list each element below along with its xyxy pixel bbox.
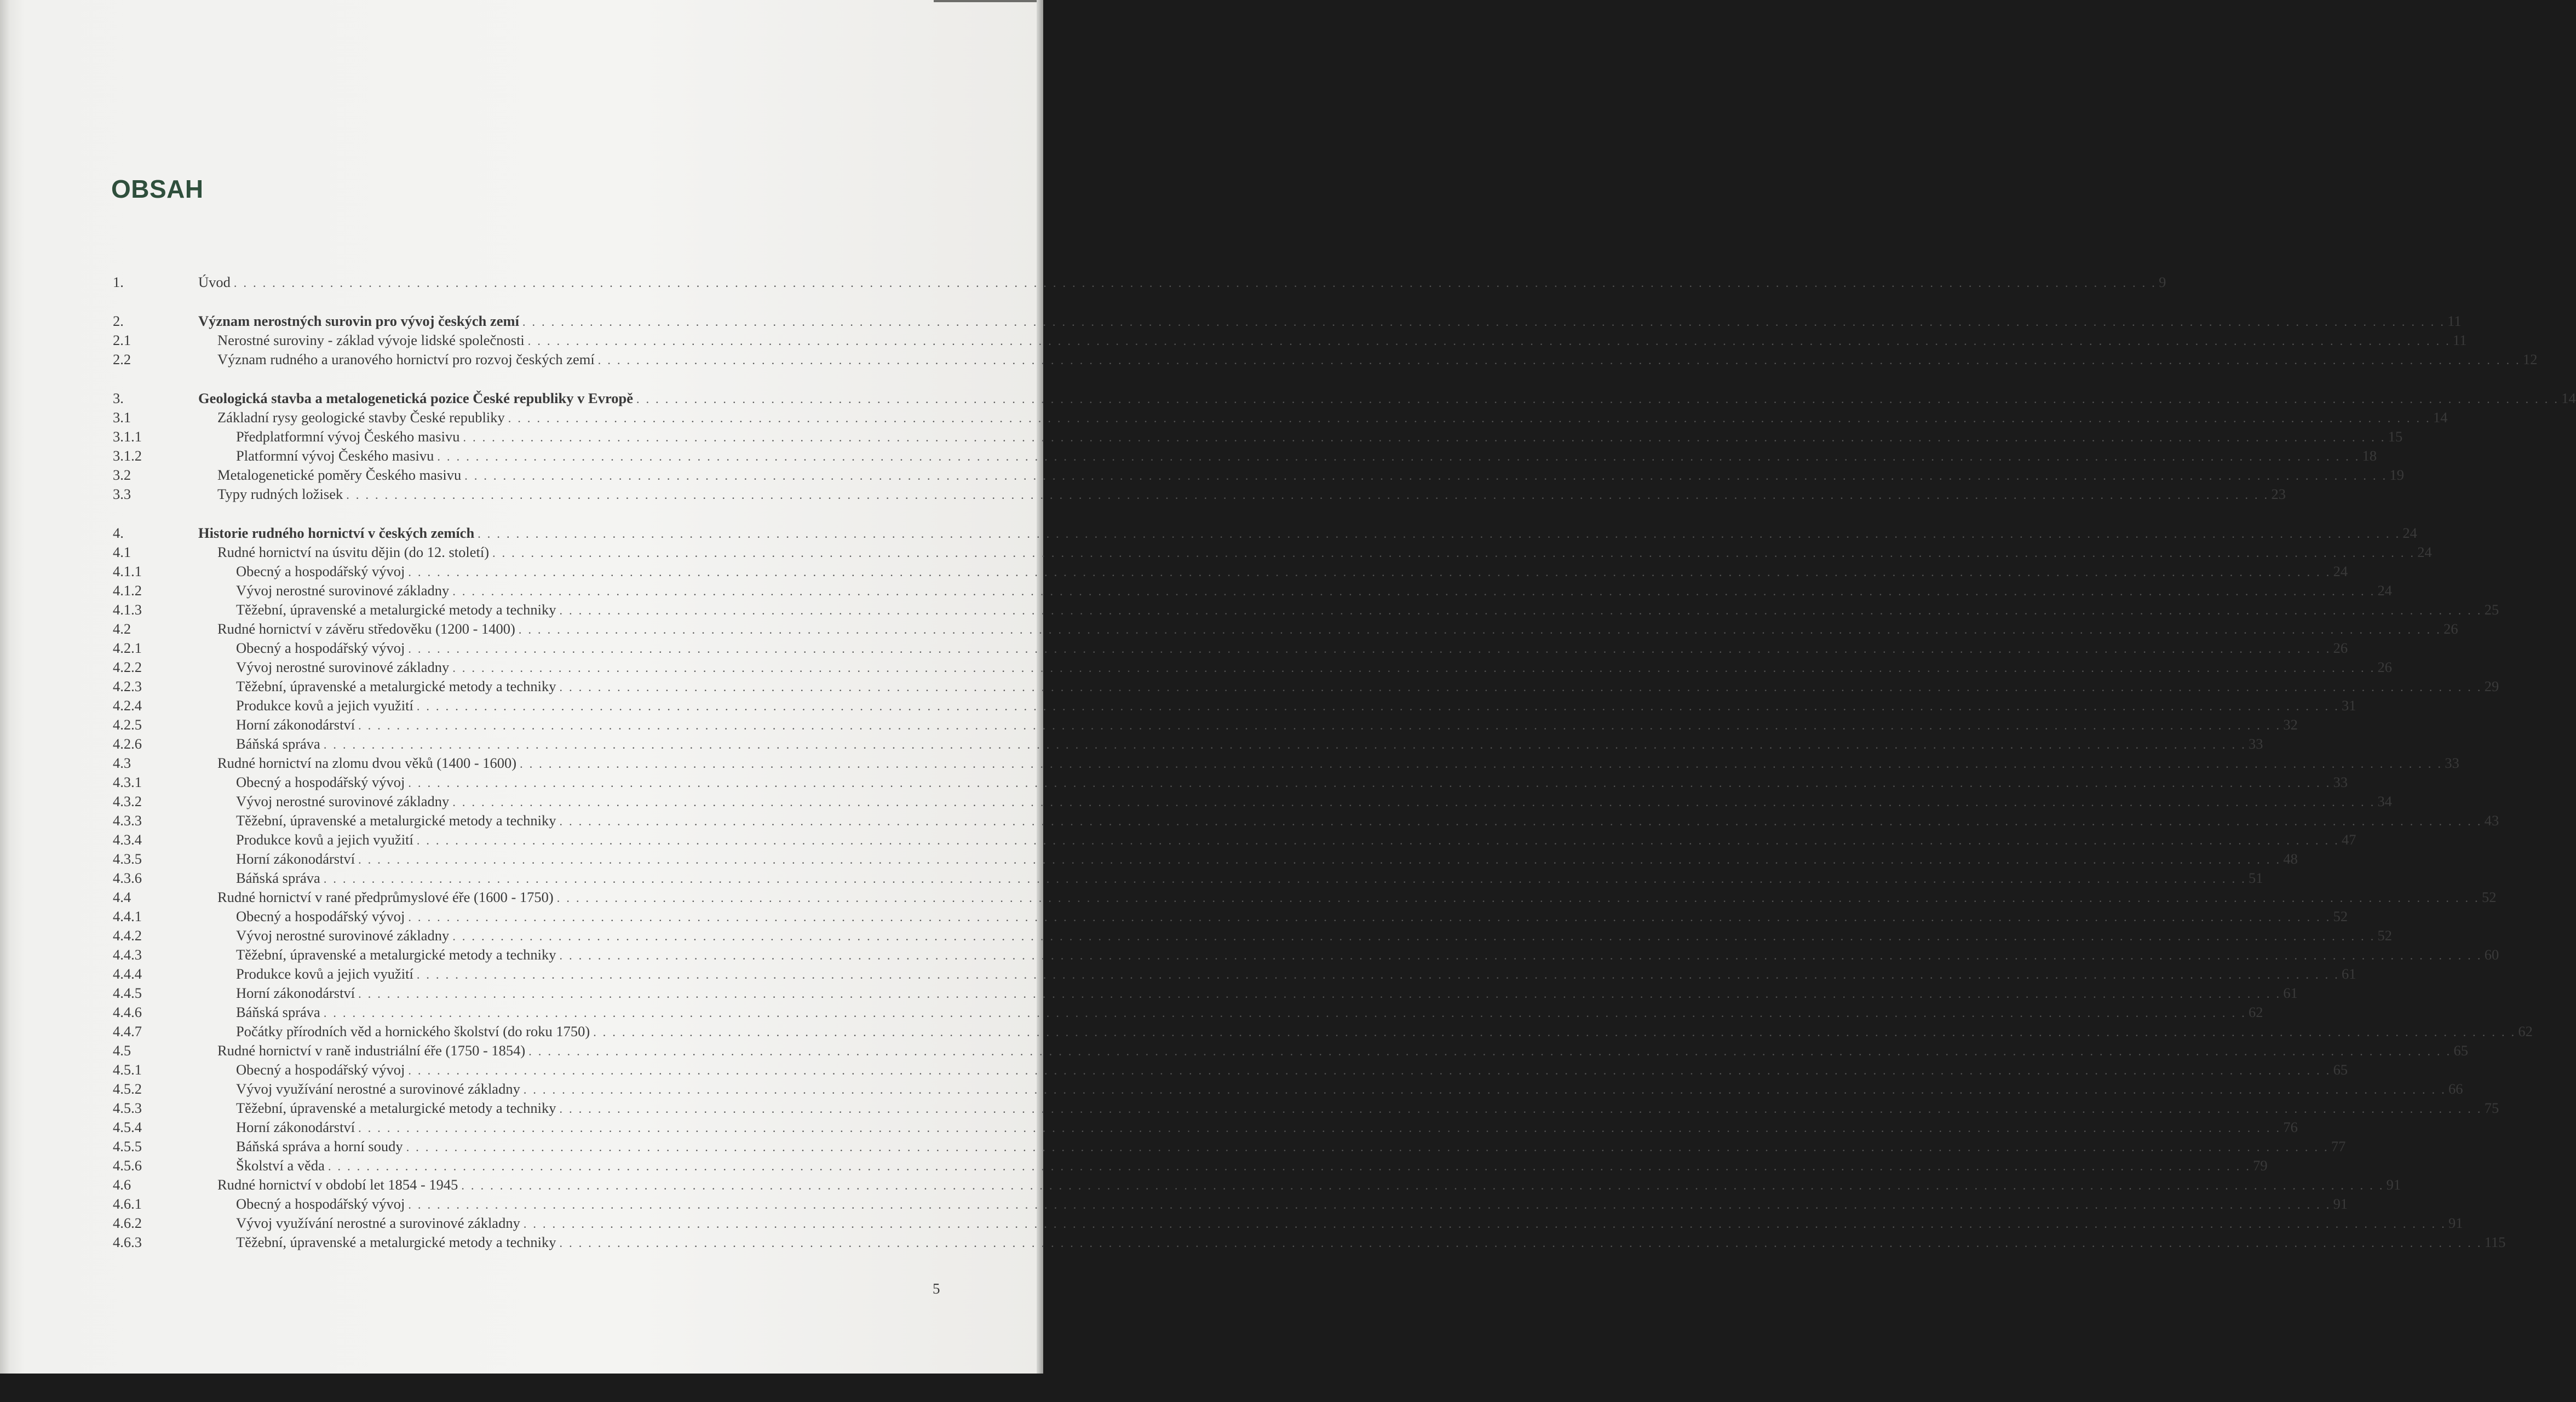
toc-entry-title: Báňská správa [236, 870, 320, 886]
toc-entry-title: Báňská správa [236, 736, 320, 752]
toc-entry-page: 18 [2362, 447, 2377, 464]
toc-entry-title: Horní zákonodárství [236, 1119, 355, 1135]
toc-entry [0, 1002, 2263, 1022]
toc-entry [0, 830, 2356, 849]
toc-entry [0, 849, 2298, 869]
toc-leader-dots: . . . . . . . . . . . . . . . . . . . . . . . . . . . . . . . . . . . . . . . . . . . . . . . . . . . . . . . . . . . . . . . . . . . . . . . . . . . . . . . . . . . . . . . . . . . . . . . . . . . . . . . . . . . . . . . . . . . . . . . . . . . . . . . . . . . . . . . . . . . . . . . . . . . . . . . . . . . . . . . . . . . . . . . . . . . . . . . . . . . . . . . . . . . . . . . . . . . . . . . . [559, 1236, 2482, 1250]
toc-leader-dots: . . . . . . . . . . . . . . . . . . . . . . . . . . . . . . . . . . . . . . . . . . . . . . . . . . . . . . . . . . . . . . . . . . . . . . . . . . . . . . . . . . . . . . . . . . . . . . . . . . . . . . . . . . . . . . . . . . . . . . . . . . . . . . . . . . . . . . . . . . . . . . . . . . . . . . . . . . . . . . . . . . . . . . . . . . . . . . . . . . . . . . . . . . . . . . . . . . . . . . . . [408, 776, 2331, 790]
toc-entry [0, 349, 2538, 369]
toc-entry-page: 34 [2377, 793, 2393, 809]
toc-entry [0, 1194, 2348, 1214]
toc-entry-number: 4.3.2 [113, 793, 142, 809]
toc-entry-title: Vývoj využívání nerostné a surovinové základny [236, 1081, 520, 1097]
toc-entry-title: Produkce kovů a jejich využití [236, 831, 413, 848]
toc-entry-number: 1. [113, 274, 124, 290]
toc-entry-title: Báňská správa a horní soudy [236, 1138, 403, 1154]
toc-leader-dots: . . . . . . . . . . . . . . . . . . . . . . . . . . . . . . . . . . . . . . . . . . . . . . . . . . . . . . . . . . . . . . . . . . . . . . . . . . . . . . . . . . . . . . . . . . . . . . . . . . . . . . . . . . . . . . . . . . . . . . . . . . . . . . . . . . . . . . . . . . . . . . . . . . . . . . . . . . . . . . . . . . . . . . . . . . . . . . . . . . . . . . . . . . . . . . . . . . . . . . . . [478, 527, 2401, 541]
toc-entry-page: 62 [2518, 1023, 2533, 1039]
toc-entry-title: Úvod [198, 274, 231, 290]
toc-entry-title: Rudné hornictví na úsvitu dějin (do 12. století) [217, 544, 490, 560]
toc-entry-number: 4.4.1 [113, 908, 142, 924]
toc-leader-dots: . . . . . . . . . . . . . . . . . . . . . . . . . . . . . . . . . . . . . . . . . . . . . . . . . . . . . . . . . . . . . . . . . . . . . . . . . . . . . . . . . . . . . . . . . . . . . . . . . . . . . . . . . . . . . . . . . . . . . . . . . . . . . . . . . . . . . . . . . . . . . . . . . . . . . . . . . . . . . . . . . . . . . . . . . . . . . . . . . . . . . . . . . . . . . . . . . . . . . . . . [408, 565, 2331, 579]
toc-entry-title: Těžební, úpravenské a metalurgické metody a techniky [236, 1100, 556, 1116]
toc-entry-number: 4.6.3 [113, 1234, 142, 1250]
toc-entry [0, 1060, 2348, 1079]
toc-entry-page: 29 [2484, 678, 2499, 694]
toc-leader-dots: . . . . . . . . . . . . . . . . . . . . . . . . . . . . . . . . . . . . . . . . . . . . . . . . . . . . . . . . . . . . . . . . . . . . . . . . . . . . . . . . . . . . . . . . . . . . . . . . . . . . . . . . . . . . . . . . . . . . . . . . . . . . . . . . . . . . . . . . . . . . . . . . . . . . . . . . . . . . . . . . . . . . . . . . . . . . . . . . . . . . . . . . . . . . . . . . . . . . . . . . [559, 604, 2482, 617]
toc-leader-dots: . . . . . . . . . . . . . . . . . . . . . . . . . . . . . . . . . . . . . . . . . . . . . . . . . . . . . . . . . . . . . . . . . . . . . . . . . . . . . . . . . . . . . . . . . . . . . . . . . . . . . . . . . . . . . . . . . . . . . . . . . . . . . . . . . . . . . . . . . . . . . . . . . . . . . . . . . . . . . . . . . . . . . . . . . . . . . . . . . . . . . . . . . . . . . . . . . . . . . . . . [437, 450, 2360, 463]
toc-leader-dots: . . . . . . . . . . . . . . . . . . . . . . . . . . . . . . . . . . . . . . . . . . . . . . . . . . . . . . . . . . . . . . . . . . . . . . . . . . . . . . . . . . . . . . . . . . . . . . . . . . . . . . . . . . . . . . . . . . . . . . . . . . . . . . . . . . . . . . . . . . . . . . . . . . . . . . . . . . . . . . . . . . . . . . . . . . . . . . . . . . . . . . . . . . . . . . . . . . . . . . . . [323, 738, 2247, 751]
toc-entry-number: 4.1.3 [113, 601, 142, 618]
toc-entry-number: 2.2 [113, 351, 131, 367]
toc-entry-page: 91 [2333, 1196, 2348, 1212]
toc-entry-number: 4.1.1 [113, 563, 142, 579]
toc-entry-page: 14 [2561, 390, 2576, 406]
toc-entry [0, 945, 2499, 964]
toc-entry-number: 4.2 [113, 620, 131, 637]
toc-leader-dots: . . . . . . . . . . . . . . . . . . . . . . . . . . . . . . . . . . . . . . . . . . . . . . . . . . . . . . . . . . . . . . . . . . . . . . . . . . . . . . . . . . . . . . . . . . . . . . . . . . . . . . . . . . . . . . . . . . . . . . . . . . . . . . . . . . . . . . . . . . . . . . . . . . . . . . . . . . . . . . . . . . . . . . . . . . . . . . . . . . . . . . . . . . . . . . . . . . . . . . . . [597, 353, 2521, 367]
toc-entry [0, 887, 2497, 907]
toc-entry [0, 1232, 2506, 1252]
toc-entry-title: Horní zákonodárství [236, 851, 355, 867]
toc-leader-dots: . . . . . . . . . . . . . . . . . . . . . . . . . . . . . . . . . . . . . . . . . . . . . . . . . . . . . . . . . . . . . . . . . . . . . . . . . . . . . . . . . . . . . . . . . . . . . . . . . . . . . . . . . . . . . . . . . . . . . . . . . . . . . . . . . . . . . . . . . . . . . . . . . . . . . . . . . . . . . . . . . . . . . . . . . . . . . . . . . . . . . . . . . . . . . . . . . . . . . . . . [522, 315, 2446, 329]
toc-leader-dots: . . . . . . . . . . . . . . . . . . . . . . . . . . . . . . . . . . . . . . . . . . . . . . . . . . . . . . . . . . . . . . . . . . . . . . . . . . . . . . . . . . . . . . . . . . . . . . . . . . . . . . . . . . . . . . . . . . . . . . . . . . . . . . . . . . . . . . . . . . . . . . . . . . . . . . . . . . . . . . . . . . . . . . . . . . . . . . . . . . . . . . . . . . . . . . . . . . . . . . . . [593, 1025, 2516, 1039]
toc-leader-dots: . . . . . . . . . . . . . . . . . . . . . . . . . . . . . . . . . . . . . . . . . . . . . . . . . . . . . . . . . . . . . . . . . . . . . . . . . . . . . . . . . . . . . . . . . . . . . . . . . . . . . . . . . . . . . . . . . . . . . . . . . . . . . . . . . . . . . . . . . . . . . . . . . . . . . . . . . . . . . . . . . . . . . . . . . . . . . . . . . . . . . . . . . . . . . . . . . . . . . . . . [523, 1217, 2447, 1231]
toc-entry-page: 26 [2333, 640, 2348, 656]
toc-entry [0, 983, 2298, 1003]
toc-entry [0, 388, 2576, 408]
toc-entry-page: 47 [2342, 831, 2356, 848]
toc-leader-dots: . . . . . . . . . . . . . . . . . . . . . . . . . . . . . . . . . . . . . . . . . . . . . . . . . . . . . . . . . . . . . . . . . . . . . . . . . . . . . . . . . . . . . . . . . . . . . . . . . . . . . . . . . . . . . . . . . . . . . . . . . . . . . . . . . . . . . . . . . . . . . . . . . . . . . . . . . . . . . . . . . . . . . . . . . . . . . . . . . . . . . . . . . . . . . . . . . . . . . . . . [358, 1121, 2281, 1135]
toc-leader-dots: . . . . . . . . . . . . . . . . . . . . . . . . . . . . . . . . . . . . . . . . . . . . . . . . . . . . . . . . . . . . . . . . . . . . . . . . . . . . . . . . . . . . . . . . . . . . . . . . . . . . . . . . . . . . . . . . . . . . . . . . . . . . . . . . . . . . . . . . . . . . . . . . . . . . . . . . . . . . . . . . . . . . . . . . . . . . . . . . . . . . . . . . . . . . . . . . . . . . . . . . [408, 642, 2331, 656]
toc-entry-number: 4.4.6 [113, 1004, 142, 1020]
toc-entry-number: 4.3.5 [113, 851, 142, 867]
toc-entry [0, 1156, 2268, 1175]
toc-entry [0, 484, 2286, 504]
toc-entry-number: 4.4 [113, 889, 131, 905]
toc-entry-page: 79 [2253, 1157, 2268, 1174]
toc-entry-number: 4.2.1 [113, 640, 142, 656]
toc-entry [0, 272, 2166, 292]
toc-entry-number: 4.6.1 [113, 1196, 142, 1212]
toc-entry-page: 43 [2484, 812, 2499, 829]
toc-entry [0, 676, 2499, 696]
toc-leader-dots: . . . . . . . . . . . . . . . . . . . . . . . . . . . . . . . . . . . . . . . . . . . . . . . . . . . . . . . . . . . . . . . . . . . . . . . . . . . . . . . . . . . . . . . . . . . . . . . . . . . . . . . . . . . . . . . . . . . . . . . . . . . . . . . . . . . . . . . . . . . . . . . . . . . . . . . . . . . . . . . . . . . . . . . . . . . . . . . . . . . . . . . . . . . . . . . . . . . . . . . . [416, 699, 2340, 713]
toc-entry-page: 12 [2522, 351, 2538, 367]
toc-entry-number: 3.1.2 [113, 447, 142, 464]
toc-entry-page: 52 [2481, 889, 2497, 905]
toc-leader-dots: . . . . . . . . . . . . . . . . . . . . . . . . . . . . . . . . . . . . . . . . . . . . . . . . . . . . . . . . . . . . . . . . . . . . . . . . . . . . . . . . . . . . . . . . . . . . . . . . . . . . . . . . . . . . . . . . . . . . . . . . . . . . . . . . . . . . . . . . . . . . . . . . . . . . . . . . . . . . . . . . . . . . . . . . . . . . . . . . . . . . . . . . . . . . . . . . . . . . . . . . [416, 834, 2340, 847]
toc-entry-page: 66 [2448, 1081, 2463, 1097]
toc-entry [0, 619, 2458, 639]
toc-entry [0, 1098, 2499, 1118]
toc-entry-title: Obecný a hospodářský vývoj [236, 1061, 405, 1078]
toc-entry-page: 14 [2433, 409, 2448, 426]
toc-entry-title: Obecný a hospodářský vývoj [236, 563, 405, 579]
toc-entry [0, 734, 2263, 754]
toc-entry-page: 26 [2443, 620, 2458, 637]
toc-entry-title: Těžební, úpravenské a metalurgické metody a techniky [236, 678, 556, 694]
toc-entry [0, 926, 2393, 945]
toc-entry-page: 15 [2388, 428, 2403, 445]
toc-entry-page: 65 [2453, 1042, 2468, 1059]
toc-entry [0, 1079, 2463, 1099]
toc-entry-number: 4.2.4 [113, 697, 142, 714]
toc-entry-number: 4.5.4 [113, 1119, 142, 1135]
toc-entry-number: 4.4.4 [113, 966, 142, 982]
toc-entry-number: 4.5.6 [113, 1157, 142, 1174]
toc-entry-page: 33 [2333, 774, 2348, 790]
toc-entry-title: Vývoj nerostné surovinové základny [236, 659, 450, 675]
toc-entry-page: 52 [2333, 908, 2348, 924]
toc-entry [0, 868, 2263, 888]
toc-entry-number: 3.2 [113, 467, 131, 483]
toc-entry-title: Význam rudného a uranového hornictví pro rozvoj českých zemí [217, 351, 595, 367]
toc-entry-title: Obecný a hospodářský vývoj [236, 908, 405, 924]
toc-entry-number: 3.1 [113, 409, 131, 426]
toc-entry-page: 32 [2283, 716, 2298, 733]
toc-leader-dots: . . . . . . . . . . . . . . . . . . . . . . . . . . . . . . . . . . . . . . . . . . . . . . . . . . . . . . . . . . . . . . . . . . . . . . . . . . . . . . . . . . . . . . . . . . . . . . . . . . . . . . . . . . . . . . . . . . . . . . . . . . . . . . . . . . . . . . . . . . . . . . . . . . . . . . . . . . . . . . . . . . . . . . . . . . . . . . . . . . . . . . . . . . . . . . . . . . . . . . . . [559, 1102, 2482, 1116]
toc-entry-page: 77 [2331, 1138, 2346, 1154]
toc-leader-dots: . . . . . . . . . . . . . . . . . . . . . . . . . . . . . . . . . . . . . . . . . . . . . . . . . . . . . . . . . . . . . . . . . . . . . . . . . . . . . . . . . . . . . . . . . . . . . . . . . . . . . . . . . . . . . . . . . . . . . . . . . . . . . . . . . . . . . . . . . . . . . . . . . . . . . . . . . . . . . . . . . . . . . . . . . . . . . . . . . . . . . . . . . . . . . . . . . . . . . . . . [464, 469, 2388, 482]
toc-entry-page: 52 [2377, 927, 2393, 944]
toc-entry-number: 4.1.2 [113, 582, 142, 599]
toc-entry-title: Báňská správa [236, 1004, 320, 1020]
toc-entry-title: Předplatformní vývoj Českého masivu [236, 428, 460, 445]
toc-entry [0, 407, 2448, 427]
toc-entry [0, 753, 2459, 773]
toc-leader-dots: . . . . . . . . . . . . . . . . . . . . . . . . . . . . . . . . . . . . . . . . . . . . . . . . . . . . . . . . . . . . . . . . . . . . . . . . . . . . . . . . . . . . . . . . . . . . . . . . . . . . . . . . . . . . . . . . . . . . . . . . . . . . . . . . . . . . . . . . . . . . . . . . . . . . . . . . . . . . . . . . . . . . . . . . . . . . . . . . . . . . . . . . . . . . . . . . . . . . . . . . [527, 334, 2451, 348]
toc-entry-page: 62 [2249, 1004, 2263, 1020]
toc-entry-title: Obecný a hospodářský vývoj [236, 774, 405, 790]
toc-entry-title: Těžební, úpravenské a metalurgické metody a techniky [236, 1234, 556, 1250]
toc-entry-number: 2. [113, 313, 124, 329]
toc-entry-page: 75 [2484, 1100, 2499, 1116]
toc-entry-page: 51 [2249, 870, 2263, 886]
toc-entry-number: 4.6 [113, 1176, 131, 1193]
toc-entry-title: Rudné hornictví v závěru středověku (1200 - 1400) [217, 620, 515, 637]
toc-entry-title: Vývoj využívání nerostné a surovinové základny [236, 1215, 520, 1231]
toc-leader-dots: . . . . . . . . . . . . . . . . . . . . . . . . . . . . . . . . . . . . . . . . . . . . . . . . . . . . . . . . . . . . . . . . . . . . . . . . . . . . . . . . . . . . . . . . . . . . . . . . . . . . . . . . . . . . . . . . . . . . . . . . . . . . . . . . . . . . . . . . . . . . . . . . . . . . . . . . . . . . . . . . . . . . . . . . . . . . . . . . . . . . . . . . . . . . . . . . . . . . . . . . [358, 987, 2281, 1001]
toc-entry-number: 4.2.2 [113, 659, 142, 675]
toc-leader-dots: . . . . . . . . . . . . . . . . . . . . . . . . . . . . . . . . . . . . . . . . . . . . . . . . . . . . . . . . . . . . . . . . . . . . . . . . . . . . . . . . . . . . . . . . . . . . . . . . . . . . . . . . . . . . . . . . . . . . . . . . . . . . . . . . . . . . . . . . . . . . . . . . . . . . . . . . . . . . . . . . . . . . . . . . . . . . . . . . . . . . . . . . . . . . . . . . . . . . . . . . [323, 1006, 2247, 1020]
toc-leader-dots: . . . . . . . . . . . . . . . . . . . . . . . . . . . . . . . . . . . . . . . . . . . . . . . . . . . . . . . . . . . . . . . . . . . . . . . . . . . . . . . . . . . . . . . . . . . . . . . . . . . . . . . . . . . . . . . . . . . . . . . . . . . . . . . . . . . . . . . . . . . . . . . . . . . . . . . . . . . . . . . . . . . . . . . . . . . . . . . . . . . . . . . . . . . . . . . . . . . . . . . . [408, 910, 2331, 924]
toc-leader-dots: . . . . . . . . . . . . . . . . . . . . . . . . . . . . . . . . . . . . . . . . . . . . . . . . . . . . . . . . . . . . . . . . . . . . . . . . . . . . . . . . . . . . . . . . . . . . . . . . . . . . . . . . . . . . . . . . . . . . . . . . . . . . . . . . . . . . . . . . . . . . . . . . . . . . . . . . . . . . . . . . . . . . . . . . . . . . . . . . . . . . . . . . . . . . . . . . . . . . . . . . [559, 680, 2482, 694]
toc-entry-title: Vývoj nerostné surovinové základny [236, 793, 450, 809]
toc-entry-number: 4.2.6 [113, 736, 142, 752]
toc-entry [0, 446, 2377, 466]
toc-entry-title: Počátky přírodních věd a hornického školství (do roku 1750) [236, 1023, 590, 1039]
toc-entry [0, 772, 2348, 792]
toc-entry-number: 4.1 [113, 544, 131, 560]
toc-entry-title: Obecný a hospodářský vývoj [236, 640, 405, 656]
toc-entry [0, 1213, 2463, 1233]
toc-entry [0, 311, 2462, 331]
toc-entry [0, 657, 2393, 677]
toc-leader-dots: . . . . . . . . . . . . . . . . . . . . . . . . . . . . . . . . . . . . . . . . . . . . . . . . . . . . . . . . . . . . . . . . . . . . . . . . . . . . . . . . . . . . . . . . . . . . . . . . . . . . . . . . . . . . . . . . . . . . . . . . . . . . . . . . . . . . . . . . . . . . . . . . . . . . . . . . . . . . . . . . . . . . . . . . . . . . . . . . . . . . . . . . . . . . . . . . . . . . . . . . [327, 1159, 2251, 1173]
toc-entry-number: 4.6.2 [113, 1215, 142, 1231]
toc-leader-dots: . . . . . . . . . . . . . . . . . . . . . . . . . . . . . . . . . . . . . . . . . . . . . . . . . . . . . . . . . . . . . . . . . . . . . . . . . . . . . . . . . . . . . . . . . . . . . . . . . . . . . . . . . . . . . . . . . . . . . . . . . . . . . . . . . . . . . . . . . . . . . . . . . . . . . . . . . . . . . . . . . . . . . . . . . . . . . . . . . . . . . . . . . . . . . . . . . . . . . . . . [416, 968, 2340, 981]
toc-entry-page: 48 [2283, 851, 2298, 867]
toc-leader-dots: . . . . . . . . . . . . . . . . . . . . . . . . . . . . . . . . . . . . . . . . . . . . . . . . . . . . . . . . . . . . . . . . . . . . . . . . . . . . . . . . . . . . . . . . . . . . . . . . . . . . . . . . . . . . . . . . . . . . . . . . . . . . . . . . . . . . . . . . . . . . . . . . . . . . . . . . . . . . . . . . . . . . . . . . . . . . . . . . . . . . . . . . . . . . . . . . . . . . . . . . [408, 1064, 2331, 1077]
toc-entry-number: 4.3.4 [113, 831, 142, 848]
toc-entry-page: 76 [2283, 1119, 2298, 1135]
toc-entry [0, 1136, 2346, 1156]
toc-entry-page: 26 [2377, 659, 2393, 675]
toc-entry-page: 33 [2445, 755, 2459, 771]
toc-entry-number: 4.5 [113, 1042, 131, 1059]
toc-entry-title: Vývoj nerostné surovinové základny [236, 582, 450, 599]
toc-entry-title: Školství a věda [236, 1157, 325, 1174]
toc-leader-dots: . . . . . . . . . . . . . . . . . . . . . . . . . . . . . . . . . . . . . . . . . . . . . . . . . . . . . . . . . . . . . . . . . . . . . . . . . . . . . . . . . . . . . . . . . . . . . . . . . . . . . . . . . . . . . . . . . . . . . . . . . . . . . . . . . . . . . . . . . . . . . . . . . . . . . . . . . . . . . . . . . . . . . . . . . . . . . . . . . . . . . . . . . . . . . . . . . . . . . . . . [523, 1083, 2447, 1096]
toc-entry [0, 1041, 2468, 1060]
toc-entry-title: Metalogenetické poměry Českého masivu [217, 467, 462, 483]
toc-entry-number: 4.3.6 [113, 870, 142, 886]
toc-entry-title: Těžební, úpravenské a metalurgické metody a techniky [236, 812, 556, 829]
toc-leader-dots: . . . . . . . . . . . . . . . . . . . . . . . . . . . . . . . . . . . . . . . . . . . . . . . . . . . . . . . . . . . . . . . . . . . . . . . . . . . . . . . . . . . . . . . . . . . . . . . . . . . . . . . . . . . . . . . . . . . . . . . . . . . . . . . . . . . . . . . . . . . . . . . . . . . . . . . . . . . . . . . . . . . . . . . . . . . . . . . . . . . . . . . . . . . . . . . . . . . . . . . . [492, 546, 2416, 560]
toc-entry-title: Těžební, úpravenské a metalurgické metody a techniky [236, 601, 556, 618]
toc-leader-dots: . . . . . . . . . . . . . . . . . . . . . . . . . . . . . . . . . . . . . . . . . . . . . . . . . . . . . . . . . . . . . . . . . . . . . . . . . . . . . . . . . . . . . . . . . . . . . . . . . . . . . . . . . . . . . . . . . . . . . . . . . . . . . . . . . . . . . . . . . . . . . . . . . . . . . . . . . . . . . . . . . . . . . . . . . . . . . . . . . . . . . . . . . . . . . . . . . . . . . . . . [408, 1198, 2331, 1211]
toc-leader-dots: . . . . . . . . . . . . . . . . . . . . . . . . . . . . . . . . . . . . . . . . . . . . . . . . . . . . . . . . . . . . . . . . . . . . . . . . . . . . . . . . . . . . . . . . . . . . . . . . . . . . . . . . . . . . . . . . . . . . . . . . . . . . . . . . . . . . . . . . . . . . . . . . . . . . . . . . . . . . . . . . . . . . . . . . . . . . . . . . . . . . . . . . . . . . . . . . . . . . . . . . [452, 929, 2376, 943]
toc-entry-title: Horní zákonodárství [236, 985, 355, 1001]
toc-entry-title: Typy rudných ložisek [217, 486, 343, 502]
toc-entry-title: Platformní vývoj Českého masivu [236, 447, 434, 464]
toc-entry-page: 11 [2453, 332, 2467, 348]
toc-leader-dots: . . . . . . . . . . . . . . . . . . . . . . . . . . . . . . . . . . . . . . . . . . . . . . . . . . . . . . . . . . . . . . . . . . . . . . . . . . . . . . . . . . . . . . . . . . . . . . . . . . . . . . . . . . . . . . . . . . . . . . . . . . . . . . . . . . . . . . . . . . . . . . . . . . . . . . . . . . . . . . . . . . . . . . . . . . . . . . . . . . . . . . . . . . . . . . . . . . . . . . . . [358, 719, 2281, 732]
toc-entry-number: 2.1 [113, 332, 131, 348]
toc-entry-page: 31 [2342, 697, 2356, 714]
toc-entry-number: 4.3 [113, 755, 131, 771]
toc-entry-page: 24 [2417, 544, 2432, 560]
toc-entry-page: 23 [2271, 486, 2286, 502]
toc-entry-number: 4.4.3 [113, 946, 142, 963]
toc-entry-number: 4.5.3 [113, 1100, 142, 1116]
toc-entry-number: 4.3.1 [113, 774, 142, 790]
toc-entry-page: 24 [2377, 582, 2393, 599]
toc-entry-number: 4.4.2 [113, 927, 142, 944]
toc-entry-page: 19 [2389, 467, 2404, 483]
toc-entry-page: 24 [2402, 525, 2417, 541]
toc-entry-title: Produkce kovů a jejich využití [236, 966, 413, 982]
toc-entry-title: Historie rudného hornictví v českých zemích [198, 525, 475, 541]
toc-entry-page: 33 [2249, 736, 2263, 752]
toc-leader-dots: . . . . . . . . . . . . . . . . . . . . . . . . . . . . . . . . . . . . . . . . . . . . . . . . . . . . . . . . . . . . . . . . . . . . . . . . . . . . . . . . . . . . . . . . . . . . . . . . . . . . . . . . . . . . . . . . . . . . . . . . . . . . . . . . . . . . . . . . . . . . . . . . . . . . . . . . . . . . . . . . . . . . . . . . . . . . . . . . . . . . . . . . . . . . . . . . . . . . . . . . [559, 814, 2482, 828]
toc-entry-title: Geologická stavba a metalogenetická pozice České republiky v Evropě [198, 390, 633, 406]
toc-leader-dots: . . . . . . . . . . . . . . . . . . . . . . . . . . . . . . . . . . . . . . . . . . . . . . . . . . . . . . . . . . . . . . . . . . . . . . . . . . . . . . . . . . . . . . . . . . . . . . . . . . . . . . . . . . . . . . . . . . . . . . . . . . . . . . . . . . . . . . . . . . . . . . . . . . . . . . . . . . . . . . . . . . . . . . . . . . . . . . . . . . . . . . . . . . . . . . . . . . . . . . . . [463, 430, 2386, 444]
toc-leader-dots: . . . . . . . . . . . . . . . . . . . . . . . . . . . . . . . . . . . . . . . . . . . . . . . . . . . . . . . . . . . . . . . . . . . . . . . . . . . . . . . . . . . . . . . . . . . . . . . . . . . . . . . . . . . . . . . . . . . . . . . . . . . . . . . . . . . . . . . . . . . . . . . . . . . . . . . . . . . . . . . . . . . . . . . . . . . . . . . . . . . . . . . . . . . . . . . . . . . . . . . . [452, 584, 2376, 598]
toc-entry-number: 4.2.3 [113, 678, 142, 694]
toc-entry-title: Těžební, úpravenské a metalurgické metody a techniky [236, 946, 556, 963]
toc-leader-dots: . . . . . . . . . . . . . . . . . . . . . . . . . . . . . . . . . . . . . . . . . . . . . . . . . . . . . . . . . . . . . . . . . . . . . . . . . . . . . . . . . . . . . . . . . . . . . . . . . . . . . . . . . . . . . . . . . . . . . . . . . . . . . . . . . . . . . . . . . . . . . . . . . . . . . . . . . . . . . . . . . . . . . . . . . . . . . . . . . . . . . . . . . . . . . . . . . . . . . . . . [406, 1140, 2329, 1154]
toc-entry [0, 638, 2348, 658]
toc-entry-title: Rudné hornictví v rané předprůmyslové éře (1600 - 1750) [217, 889, 554, 905]
toc-entry-title: Význam nerostných surovin pro vývoj českých zemí [198, 313, 519, 329]
toc-leader-dots: . . . . . . . . . . . . . . . . . . . . . . . . . . . . . . . . . . . . . . . . . . . . . . . . . . . . . . . . . . . . . . . . . . . . . . . . . . . . . . . . . . . . . . . . . . . . . . . . . . . . . . . . . . . . . . . . . . . . . . . . . . . . . . . . . . . . . . . . . . . . . . . . . . . . . . . . . . . . . . . . . . . . . . . . . . . . . . . . . . . . . . . . . . . . . . . . . . . . . . . . [520, 757, 2443, 771]
toc-entry [0, 465, 2404, 485]
toc-entry [0, 1117, 2298, 1137]
toc-entry [0, 1175, 2401, 1194]
toc-entry-page: 115 [2484, 1234, 2506, 1250]
toc-entry-number: 4.5.2 [113, 1081, 142, 1097]
toc-leader-dots: . . . . . . . . . . . . . . . . . . . . . . . . . . . . . . . . . . . . . . . . . . . . . . . . . . . . . . . . . . . . . . . . . . . . . . . . . . . . . . . . . . . . . . . . . . . . . . . . . . . . . . . . . . . . . . . . . . . . . . . . . . . . . . . . . . . . . . . . . . . . . . . . . . . . . . . . . . . . . . . . . . . . . . . . . . . . . . . . . . . . . . . . . . . . . . . . . . . . . . . . [518, 623, 2442, 636]
toc-entry-page: 24 [2333, 563, 2348, 579]
toc-leader-dots: . . . . . . . . . . . . . . . . . . . . . . . . . . . . . . . . . . . . . . . . . . . . . . . . . . . . . . . . . . . . . . . . . . . . . . . . . . . . . . . . . . . . . . . . . . . . . . . . . . . . . . . . . . . . . . . . . . . . . . . . . . . . . . . . . . . . . . . . . . . . . . . . . . . . . . . . . . . . . . . . . . . . . . . . . . . . . . . . . . . . . . . . . . . . . . . . . . . . . . . . [461, 1179, 2384, 1192]
toc-entry-number: 4.5.1 [113, 1061, 142, 1078]
toc-entry [0, 696, 2356, 715]
page-title: OBSAH [111, 175, 204, 203]
toc-leader-dots: . . . . . . . . . . . . . . . . . . . . . . . . . . . . . . . . . . . . . . . . . . . . . . . . . . . . . . . . . . . . . . . . . . . . . . . . . . . . . . . . . . . . . . . . . . . . . . . . . . . . . . . . . . . . . . . . . . . . . . . . . . . . . . . . . . . . . . . . . . . . . . . . . . . . . . . . . . . . . . . . . . . . . . . . . . . . . . . . . . . . . . . . . . . . . . . . . . . . . . . . [452, 661, 2376, 675]
toc-entry-page: 65 [2333, 1061, 2348, 1078]
toc-entry [0, 427, 2403, 446]
toc-entry-page: 91 [2448, 1215, 2463, 1231]
toc-entry-page: 60 [2484, 946, 2499, 963]
toc-entry-page: 25 [2484, 601, 2499, 618]
toc-entry [0, 715, 2298, 734]
toc-leader-dots: . . . . . . . . . . . . . . . . . . . . . . . . . . . . . . . . . . . . . . . . . . . . . . . . . . . . . . . . . . . . . . . . . . . . . . . . . . . . . . . . . . . . . . . . . . . . . . . . . . . . . . . . . . . . . . . . . . . . . . . . . . . . . . . . . . . . . . . . . . . . . . . . . . . . . . . . . . . . . . . . . . . . . . . . . . . . . . . . . . . . . . . . . . . . . . . . . . . . . . . . [636, 392, 2560, 406]
toc-entry-title: Produkce kovů a jejich využití [236, 697, 413, 714]
toc-entry-number: 4. [113, 525, 124, 541]
toc-entry-page: 61 [2342, 966, 2356, 982]
toc-entry [0, 542, 2432, 562]
toc-entry-number: 4.4.7 [113, 1023, 142, 1039]
toc-entry [0, 581, 2393, 600]
toc-entry-number: 3. [113, 390, 124, 406]
toc-entry-page: 61 [2283, 985, 2298, 1001]
toc-entry [0, 561, 2348, 581]
toc-entry-title: Vývoj nerostné surovinové základny [236, 927, 450, 944]
toc-entry-title: Rudné hornictví v raně industriální éře (1750 - 1854) [217, 1042, 526, 1059]
toc-leader-dots: . . . . . . . . . . . . . . . . . . . . . . . . . . . . . . . . . . . . . . . . . . . . . . . . . . . . . . . . . . . . . . . . . . . . . . . . . . . . . . . . . . . . . . . . . . . . . . . . . . . . . . . . . . . . . . . . . . . . . . . . . . . . . . . . . . . . . . . . . . . . . . . . . . . . . . . . . . . . . . . . . . . . . . . . . . . . . . . . . . . . . . . . . . . . . . . . . . . . . . . . [233, 276, 2157, 290]
toc-entry-number: 4.5.5 [113, 1138, 142, 1154]
toc-entry-title: Obecný a hospodářský vývoj [236, 1196, 405, 1212]
toc-entry-title: Rudné hornictví v období let 1854 - 1945 [217, 1176, 458, 1193]
toc-entry-page: 91 [2386, 1176, 2401, 1193]
toc-entry [0, 964, 2356, 984]
toc-leader-dots: . . . . . . . . . . . . . . . . . . . . . . . . . . . . . . . . . . . . . . . . . . . . . . . . . . . . . . . . . . . . . . . . . . . . . . . . . . . . . . . . . . . . . . . . . . . . . . . . . . . . . . . . . . . . . . . . . . . . . . . . . . . . . . . . . . . . . . . . . . . . . . . . . . . . . . . . . . . . . . . . . . . . . . . . . . . . . . . . . . . . . . . . . . . . . . . . . . . . . . . . [528, 1044, 2452, 1058]
toc-entry-title: Nerostné suroviny - základ vývoje lidské společnosti [217, 332, 525, 348]
toc-entry-number: 3.1.1 [113, 428, 142, 445]
toc-entry-number: 4.4.5 [113, 985, 142, 1001]
toc-entry-number: 3.3 [113, 486, 131, 502]
toc-leader-dots: . . . . . . . . . . . . . . . . . . . . . . . . . . . . . . . . . . . . . . . . . . . . . . . . . . . . . . . . . . . . . . . . . . . . . . . . . . . . . . . . . . . . . . . . . . . . . . . . . . . . . . . . . . . . . . . . . . . . . . . . . . . . . . . . . . . . . . . . . . . . . . . . . . . . . . . . . . . . . . . . . . . . . . . . . . . . . . . . . . . . . . . . . . . . . . . . . . . . . . . . [358, 853, 2281, 866]
toc-leader-dots: . . . . . . . . . . . . . . . . . . . . . . . . . . . . . . . . . . . . . . . . . . . . . . . . . . . . . . . . . . . . . . . . . . . . . . . . . . . . . . . . . . . . . . . . . . . . . . . . . . . . . . . . . . . . . . . . . . . . . . . . . . . . . . . . . . . . . . . . . . . . . . . . . . . . . . . . . . . . . . . . . . . . . . . . . . . . . . . . . . . . . . . . . . . . . . . . . . . . . . . . [323, 872, 2247, 886]
toc-leader-dots: . . . . . . . . . . . . . . . . . . . . . . . . . . . . . . . . . . . . . . . . . . . . . . . . . . . . . . . . . . . . . . . . . . . . . . . . . . . . . . . . . . . . . . . . . . . . . . . . . . . . . . . . . . . . . . . . . . . . . . . . . . . . . . . . . . . . . . . . . . . . . . . . . . . . . . . . . . . . . . . . . . . . . . . . . . . . . . . . . . . . . . . . . . . . . . . . . . . . . . . . [556, 891, 2480, 905]
toc-entry [0, 600, 2499, 619]
toc-entry [0, 811, 2499, 830]
toc-entry-number: 4.3.3 [113, 812, 142, 829]
toc-leader-dots: . . . . . . . . . . . . . . . . . . . . . . . . . . . . . . . . . . . . . . . . . . . . . . . . . . . . . . . . . . . . . . . . . . . . . . . . . . . . . . . . . . . . . . . . . . . . . . . . . . . . . . . . . . . . . . . . . . . . . . . . . . . . . . . . . . . . . . . . . . . . . . . . . . . . . . . . . . . . . . . . . . . . . . . . . . . . . . . . . . . . . . . . . . . . . . . . . . . . . . . . [346, 488, 2269, 502]
toc-entry-title: Rudné hornictví na zlomu dvou věků (1400 - 1600) [217, 755, 517, 771]
toc-entry [0, 906, 2348, 926]
toc-entry-number: 4.2.5 [113, 716, 142, 733]
toc-entry-page: 11 [2447, 313, 2462, 329]
toc-leader-dots: . . . . . . . . . . . . . . . . . . . . . . . . . . . . . . . . . . . . . . . . . . . . . . . . . . . . . . . . . . . . . . . . . . . . . . . . . . . . . . . . . . . . . . . . . . . . . . . . . . . . . . . . . . . . . . . . . . . . . . . . . . . . . . . . . . . . . . . . . . . . . . . . . . . . . . . . . . . . . . . . . . . . . . . . . . . . . . . . . . . . . . . . . . . . . . . . . . . . . . . . [508, 411, 2431, 425]
toc-entry [0, 791, 2393, 811]
toc-leader-dots: . . . . . . . . . . . . . . . . . . . . . . . . . . . . . . . . . . . . . . . . . . . . . . . . . . . . . . . . . . . . . . . . . . . . . . . . . . . . . . . . . . . . . . . . . . . . . . . . . . . . . . . . . . . . . . . . . . . . . . . . . . . . . . . . . . . . . . . . . . . . . . . . . . . . . . . . . . . . . . . . . . . . . . . . . . . . . . . . . . . . . . . . . . . . . . . . . . . . . . . . [559, 949, 2482, 962]
toc-entry-title: Horní zákonodárství [236, 716, 355, 733]
toc-entry [0, 523, 2417, 543]
toc-entry-page: 9 [2159, 274, 2166, 290]
toc-entry [0, 330, 2467, 350]
toc-leader-dots: . . . . . . . . . . . . . . . . . . . . . . . . . . . . . . . . . . . . . . . . . . . . . . . . . . . . . . . . . . . . . . . . . . . . . . . . . . . . . . . . . . . . . . . . . . . . . . . . . . . . . . . . . . . . . . . . . . . . . . . . . . . . . . . . . . . . . . . . . . . . . . . . . . . . . . . . . . . . . . . . . . . . . . . . . . . . . . . . . . . . . . . . . . . . . . . . . . . . . . . . [452, 795, 2376, 809]
page-number: 5 [933, 1280, 940, 1297]
toc-entry [0, 1021, 2533, 1041]
toc-entry-title: Základní rysy geologické stavby České republiky [217, 409, 505, 426]
